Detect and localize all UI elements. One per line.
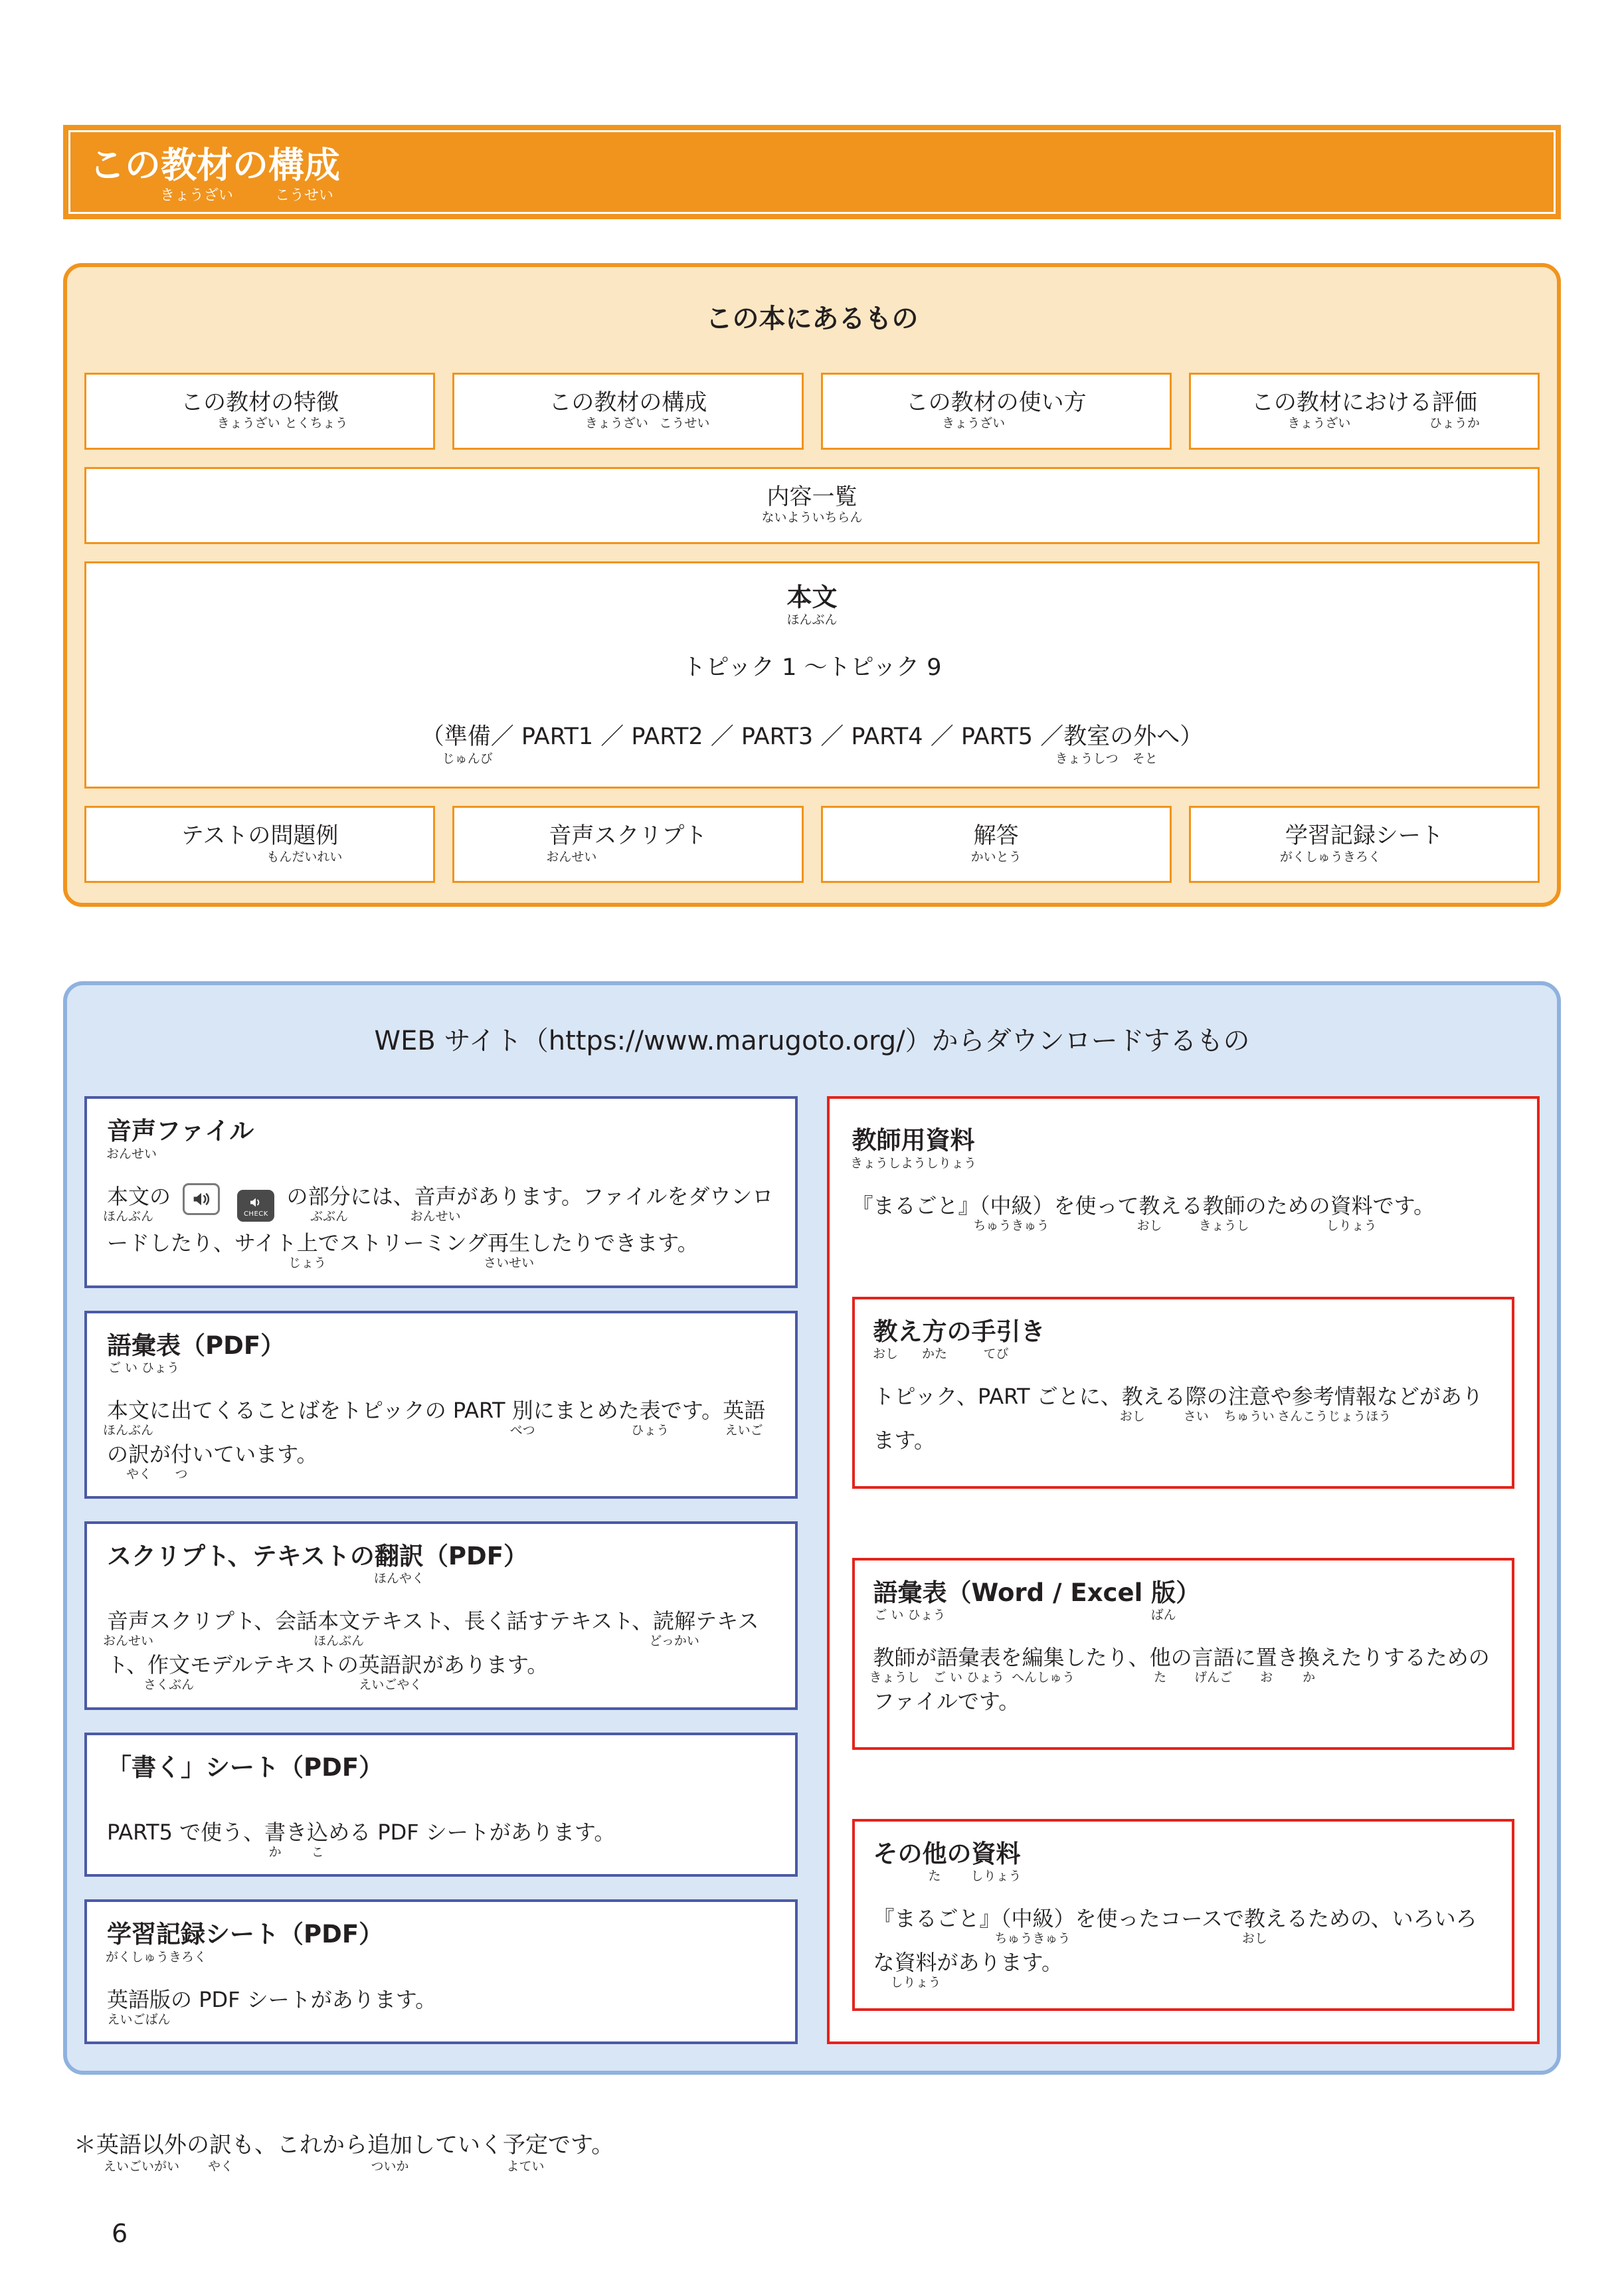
download-script-translation-box [84, 1521, 798, 1709]
vocab-word-excel-body: 教師 きょうし が語彙表 ご い ひょう を編集 へんしゅう したり、他 た の言語 げんご に置 お き換 か えたりするためのファイルです。 [869, 1645, 1490, 1714]
vocab-word-excel-title: 語彙表 ご い ひょう （Word / Excel 版 ばん ） [873, 1578, 1201, 1622]
audio-files-title: 音声 おんせい ファイル [106, 1117, 254, 1161]
vocab-pdf-title: 語彙表 ご い ひょう （PDF） [107, 1331, 286, 1375]
audio-check-icon [237, 1190, 274, 1222]
teacher-materials-box [827, 1096, 1540, 2044]
book-section-title: この本にあるもの [705, 303, 919, 334]
downloads-column-left [84, 1096, 798, 2044]
main-text-title: 本文 ほんぶん [786, 582, 838, 628]
writing-sheet-title: 「書く」シート（PDF） [107, 1753, 384, 1782]
page-title: この教材 きょうざい の構成 こうせい [89, 144, 340, 204]
audio-body-pre: 本文 ほんぶん の [102, 1183, 171, 1224]
other-materials-box [852, 1819, 1515, 2011]
audio-files-body [102, 1175, 775, 1271]
audio-body-post: の部分 ぶぶん には、音声 おんせい があります。ファイルをダウンロードしたり、サイト上 じょう でストリーミング再生 さいせい したりできます。 [107, 1183, 774, 1271]
web-downloads-section [63, 981, 1561, 2075]
main-text-parts: （準備 じゅんび ／ PART1 ／ PART2 ／ PART3 ／ PART4 ／ PART5 ／教室 きょうしつ の外 そと へ） [420, 723, 1204, 767]
vocab-word-excel-box [852, 1558, 1515, 1750]
download-study-record-box [84, 1899, 798, 2044]
other-materials-body: 『まるごと』（中級 ちゅうきゅう ）を使ったコースで教 おし えるための、いろいろな資料 しりょう があります。 [873, 1906, 1477, 1990]
book-row-top [84, 373, 1540, 450]
book-item-usage: この教材 きょうざい の使い方 [821, 373, 1172, 450]
book-item-study-record-sheet: 学習記録 がくしゅうきろく シート [1189, 806, 1540, 883]
download-writing-sheet-box [84, 1733, 798, 1877]
book-item-contents-list: 内容一覧 ないよういちらん [84, 467, 1540, 544]
footnote: ＊英語以外 えいごいがい の訳 やく も、これから追加 ついか していく予定 よてい です。 [74, 2132, 614, 2174]
book-item-answers: 解答 かいとう [821, 806, 1172, 883]
other-materials-title: その他 た の資料 しりょう [873, 1839, 1022, 1884]
book-item-features: この教材 きょうざい の特徴 とくちょう [84, 373, 435, 450]
book-item-assessment: この教材 きょうざい における評価 ひょうか [1189, 373, 1540, 450]
script-translation-title: スクリプト、テキストの翻訳 ほんやく （PDF） [107, 1542, 529, 1586]
teaching-guide-body: トピック、PART ごとに、教 おし える際 さい の注意 ちゅうい や参考情報 さんこうじょうほう などがあります。 [873, 1383, 1483, 1453]
vocab-pdf-body: 本文 ほんぶん に出てくることばをトピックの PART 別 べつ にまとめた表 ひょう です。英語 えいご の訳 やく が付 つ いています。 [102, 1397, 766, 1481]
page-number: 6 [112, 2219, 128, 2248]
web-section-title: WEB サイト（https://www.marugoto.org/）からダウンロードするもの [374, 1026, 1250, 1057]
web-columns [84, 1096, 1540, 2044]
script-translation-body: 音声 おんせい スクリプト、会話本文 ほんぶん テキスト、長く話すテキスト、読解 どっかい テキスト、作文 さくぶん モデルテキストの英語訳 えいごやく があります。 [102, 1608, 759, 1692]
book-item-main-text [84, 561, 1540, 789]
audio-speaker-icon [183, 1183, 220, 1215]
writing-sheet-body: PART5 で使う、書 か き込 こ める PDF シートがあります。 [107, 1819, 616, 1859]
book-item-structure: この教材 きょうざい の構成 こうせい [452, 373, 803, 450]
book-contents-section [63, 263, 1561, 907]
book-row-bottom [84, 806, 1540, 883]
audio-check-icon-label: CHECK [243, 1210, 268, 1218]
page-header-inner-frame [68, 130, 1556, 214]
study-record-title: 学習記録 がくしゅうきろく シート（PDF） [105, 1920, 384, 1964]
teaching-guide-box [852, 1297, 1515, 1489]
teacher-materials-body: 『まるごと』（中級 ちゅうきゅう ）を使って教 おし える教師 きょうし のための資料 しりょう です。 [852, 1192, 1435, 1233]
study-record-body: 英語版 えいごばん の PDF シートがあります。 [107, 1986, 437, 2027]
book-item-audio-script: 音声 おんせい スクリプト [452, 806, 803, 883]
main-text-topics: トピック 1 ～トピック 9 [682, 654, 942, 682]
teacher-materials-header [850, 1125, 1515, 1233]
download-audio-files-box [84, 1096, 798, 1287]
page-header-banner [63, 125, 1561, 219]
book-item-test-examples: テストの問題例 もんだいれい [84, 806, 435, 883]
teacher-materials-title: 教師用資料 きょうしようしりょう [850, 1126, 977, 1171]
download-vocab-pdf-box [84, 1311, 798, 1499]
teaching-guide-title: 教 おし え方 かた の手引 てび き [872, 1317, 1045, 1361]
